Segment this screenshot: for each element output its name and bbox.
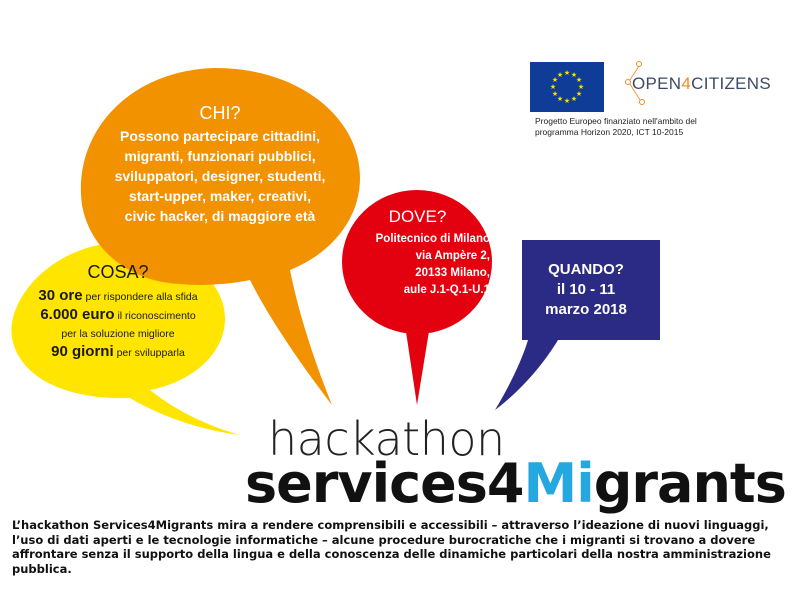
svg-text:★: ★: [575, 76, 583, 84]
cosa-text: [18, 262, 218, 362]
chi-line: start-upper, maker, creativi,: [128, 188, 312, 204]
svg-text:★: ★: [570, 95, 578, 103]
svg-text:★: ★: [577, 83, 585, 91]
svg-text:★: ★: [556, 95, 564, 103]
quando-line: marzo 2018: [545, 301, 627, 318]
chi-title: CHI?: [199, 103, 241, 123]
eu-caption-line2: programma Horizon 2020, ICT 10-2015: [535, 127, 684, 137]
chi-text: [95, 103, 345, 226]
dove-line: Politecnico di Milano: [375, 233, 490, 245]
cosa-days: 90 giorni: [51, 343, 114, 360]
svg-text:★: ★: [551, 90, 559, 98]
headline-part-a: services4: [245, 452, 524, 515]
svg-text:★: ★: [551, 76, 559, 84]
cosa-title: COSA?: [87, 262, 149, 282]
chi-line: migranti, funzionari pubblici,: [124, 148, 316, 164]
cosa-days-desc: per svilupparla: [116, 347, 185, 359]
chi-body: [95, 126, 345, 226]
dove-line: via Ampère 2,: [415, 250, 490, 262]
open4citizens-logo: [622, 58, 792, 108]
cosa-line-1: [18, 287, 218, 306]
chi-line: civic hacker, di maggiore età: [124, 208, 316, 224]
dove-line: aule J.1-Q.1-U.1: [403, 284, 490, 296]
quando-title: QUANDO?: [548, 261, 624, 278]
svg-text:★: ★: [563, 69, 571, 77]
svg-text:★: ★: [575, 90, 583, 98]
o4c-part1: OPEN: [632, 74, 682, 93]
headline-part-c: grants: [593, 452, 786, 515]
o4c-part3: CITIZENS: [691, 74, 772, 93]
headline-part-b: Mi: [523, 452, 594, 515]
cosa-line-4: [18, 343, 218, 362]
dove-title: DOVE?: [388, 207, 447, 226]
o4c-part2: 4: [681, 74, 692, 93]
chi-line: sviluppatori, designer, studenti,: [114, 168, 326, 184]
eu-caption-line1: Progetto Europeo finanziato nell'ambito del: [535, 116, 697, 126]
svg-text:★: ★: [570, 71, 578, 79]
dove-line: 20133 Milano,: [415, 267, 490, 279]
dove-text: [345, 207, 490, 299]
cosa-prize: 6.000 euro: [40, 306, 115, 323]
cosa-hours-desc: per rispondere alla sfida: [85, 291, 198, 303]
cosa-line-3: per la soluzione migliore: [61, 328, 175, 340]
svg-text:★: ★: [556, 71, 564, 79]
svg-text:★: ★: [563, 97, 571, 105]
eu-caption: [535, 116, 735, 138]
cosa-line-2: [18, 306, 218, 325]
description-text: L’hackathon Services4Migrants mira a rendere comprensibili e accessibili – attraverso l’ideazione di nuovi linguaggi, l’uso di dati aperti e le tecnologie informatiche – alcune procedure burocratiche che i migranti si trovano a dovere affrontare senza il supporto della lingua e della conoscenza delle dinamiche particolari della nostra amministrazione pubblica.: [12, 518, 771, 576]
headline-services4migrants: [245, 452, 786, 515]
quando-line: il 10 - 11: [556, 281, 616, 298]
cosa-hours: 30 ore: [38, 287, 83, 304]
headline-hackathon: hackathon: [268, 412, 505, 466]
chi-line: Possono partecipare cittadini,: [120, 128, 320, 144]
cosa-prize-desc: il riconoscimento: [117, 310, 196, 322]
svg-text:★: ★: [549, 83, 557, 91]
eu-flag-icon: [530, 62, 604, 112]
quando-text: [516, 260, 656, 320]
